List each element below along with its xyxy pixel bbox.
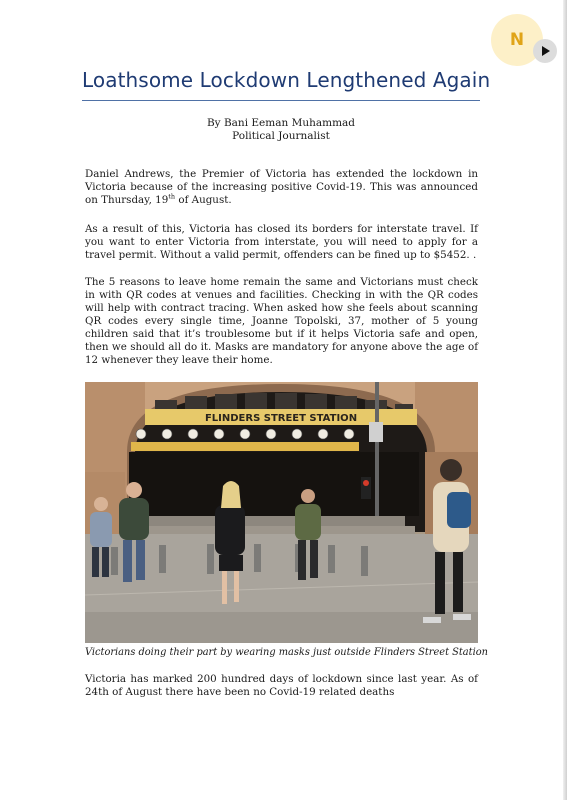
title-underline: [82, 100, 480, 101]
paragraph-1: [85, 168, 478, 207]
play-button[interactable]: [533, 39, 557, 63]
ordinal-suffix: th: [168, 192, 176, 201]
article-title: Loathsome Lockdown Lengthened Again: [82, 68, 491, 92]
photo-caption: Victorians doing their part by wearing masks just outside Flinders Street Station: [85, 647, 488, 658]
paragraph-1-tail: of August.: [175, 194, 232, 206]
paragraph-1-text: Daniel Andrews, the Premier of Victoria has extended the lockdown in Victoria because of the increasing positive Covid-19. This was announced on Thursday, 19: [85, 168, 478, 206]
byline: [82, 117, 480, 143]
paragraph-3: The 5 reasons to leave home remain the same and Victorians must check in with QR codes at venues and facilities. Checking in with the QR codes will help with contract tracing. When asked how she feels about scanning QR codes every single time, Joanne Topolski, 37, mother of 5 young children said that it’s troublesome but if it helps Victoria safe and open, then we should all do it. Masks are mandatory for anyone above the age of 12 whenever they leave their home.: [85, 276, 478, 366]
page-edge: [563, 0, 567, 800]
station-sign-text: FLINDERS STREET STATION: [204, 413, 358, 424]
play-icon: [542, 46, 550, 56]
author-role: Political Journalist: [232, 130, 330, 142]
avatar-letter: N: [509, 30, 525, 50]
paragraph-2: As a result of this, Victoria has closed its borders for interstate travel. If you want to enter Victoria from interstate, you will need to apply for a travel permit. Without a valid permit, offenders can be fined up to $5452. .: [85, 223, 478, 261]
author-name: By Bani Eeman Muhammad: [206, 117, 356, 129]
article-photo: [85, 382, 478, 643]
paragraph-4: Victoria has marked 200 hundred days of lockdown since last year. As of 24th of August there have been no Covid-19 related deaths: [85, 673, 478, 698]
